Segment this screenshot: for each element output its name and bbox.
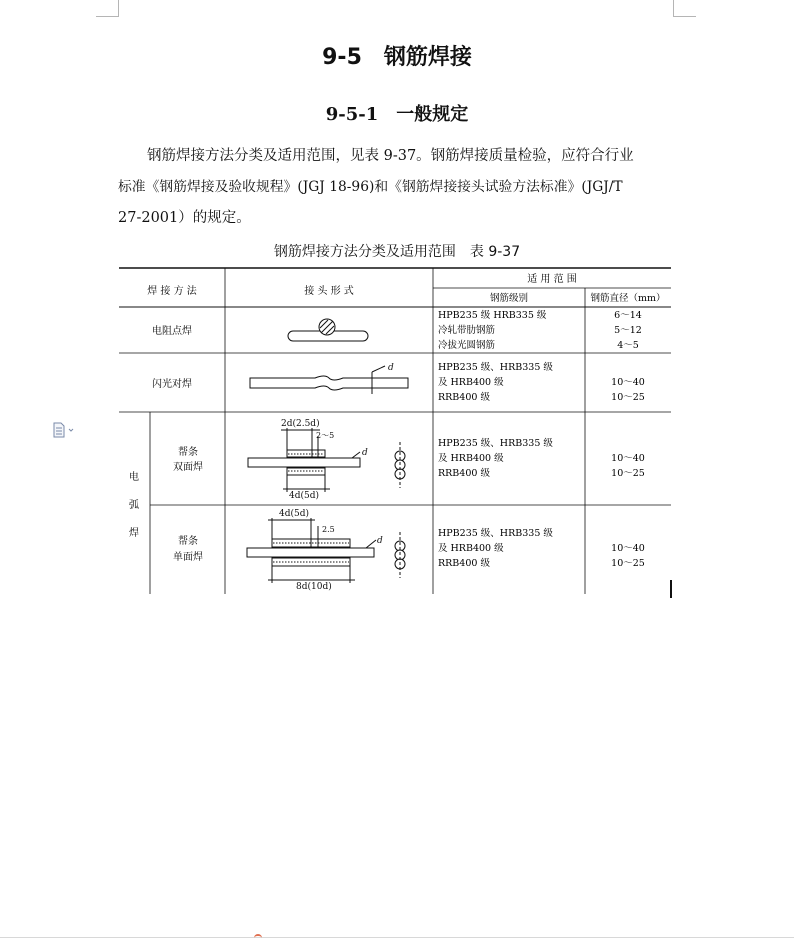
paragraph-line-2: 标准《钢筋焊接及验收规程》(JGJ 18-96)和《钢筋焊接接头试验方法标准》(JGJ/T <box>118 179 623 195</box>
row2-diameter-2: 10～40 <box>611 377 645 388</box>
row4-grade-3: RRB400 级 <box>438 558 490 569</box>
paragraph-line-1: 钢筋焊接方法分类及适用范围，见表 9-37。钢筋焊接质量检验，应符合行业 <box>147 148 634 164</box>
row2-grade-1: HPB235 级、HRB335 级 <box>438 362 553 373</box>
row2-diameter-3: 10～25 <box>611 392 645 403</box>
single-dim-bottom: 8d(10d) <box>296 582 332 592</box>
flash-butt-weld-drawing <box>250 366 408 394</box>
row1-diameter-3: 4～5 <box>617 340 639 351</box>
row3-diameter-3: 10～25 <box>611 468 645 479</box>
row4-diameter-3: 10～25 <box>611 558 645 569</box>
row2-method: 闪光对焊 <box>152 379 192 390</box>
flash-dim-d: d <box>388 363 394 373</box>
row4-grade-2: 及 HRB400 级 <box>438 543 504 554</box>
group-label-2: 弧 <box>129 500 139 511</box>
header-method: 焊 接 方 法 <box>147 286 197 297</box>
row3-method-1: 帮条 <box>178 447 198 458</box>
row3-diameter-2: 10～40 <box>611 453 645 464</box>
header-scope: 适 用 范 围 <box>527 274 577 285</box>
paragraph-line-3: 27-2001）的规定。 <box>118 210 251 226</box>
page-bottom-edge <box>0 937 794 938</box>
row4-method-2: 单面焊 <box>173 552 203 563</box>
single-dim-top: 4d(5d) <box>279 509 309 519</box>
row2-grade-3: RRB400 级 <box>438 392 490 403</box>
header-joint: 接 头 形 式 <box>304 286 354 297</box>
row2-grade-2: 及 HRB400 级 <box>438 377 504 388</box>
double-dim-top: 2d(2.5d) <box>281 419 320 429</box>
row3-grade-2: 及 HRB400 级 <box>438 453 504 464</box>
double-dim-d: d <box>362 448 368 458</box>
header-grade: 钢筋级别 <box>489 293 529 304</box>
subsection-heading: 9-5-1 一般规定 <box>325 104 469 125</box>
row4-grade-1: HPB235 级、HRB335 级 <box>438 528 553 539</box>
group-label-1: 电 <box>129 472 139 483</box>
row4-method-1: 帮条 <box>178 536 198 547</box>
row3-grade-3: RRB400 级 <box>438 468 490 479</box>
section-heading: 9-5 钢筋焊接 <box>322 45 472 70</box>
row1-grade-2: 冷轧带肋钢筋 <box>438 325 496 336</box>
row1-grade-3: 冷拔光圆钢筋 <box>438 340 496 351</box>
single-dim-d: d <box>377 536 383 546</box>
row3-method-2: 双面焊 <box>173 462 203 473</box>
row3-grade-1: HPB235 级、HRB335 级 <box>438 438 553 449</box>
group-label-3: 焊 <box>129 528 139 539</box>
row1-method: 电阻点焊 <box>152 326 192 337</box>
row1-diameter-1: 6～14 <box>614 310 642 321</box>
row1-grade-1: HPB235 级 HRB335 级 <box>438 310 547 321</box>
spot-weld-drawing <box>288 319 368 341</box>
double-dim-gap: 2～5 <box>316 431 335 440</box>
bottom-marker <box>254 934 262 940</box>
single-dim-gap: 2.5 <box>322 525 335 534</box>
double-dim-bottom: 4d(5d) <box>289 491 319 501</box>
row4-diameter-2: 10～40 <box>611 543 645 554</box>
table-caption: 钢筋焊接方法分类及适用范围 表 9-37 <box>273 244 521 260</box>
header-diameter: 钢筋直径（mm） <box>590 293 666 304</box>
row1-diameter-2: 5～12 <box>614 325 642 336</box>
